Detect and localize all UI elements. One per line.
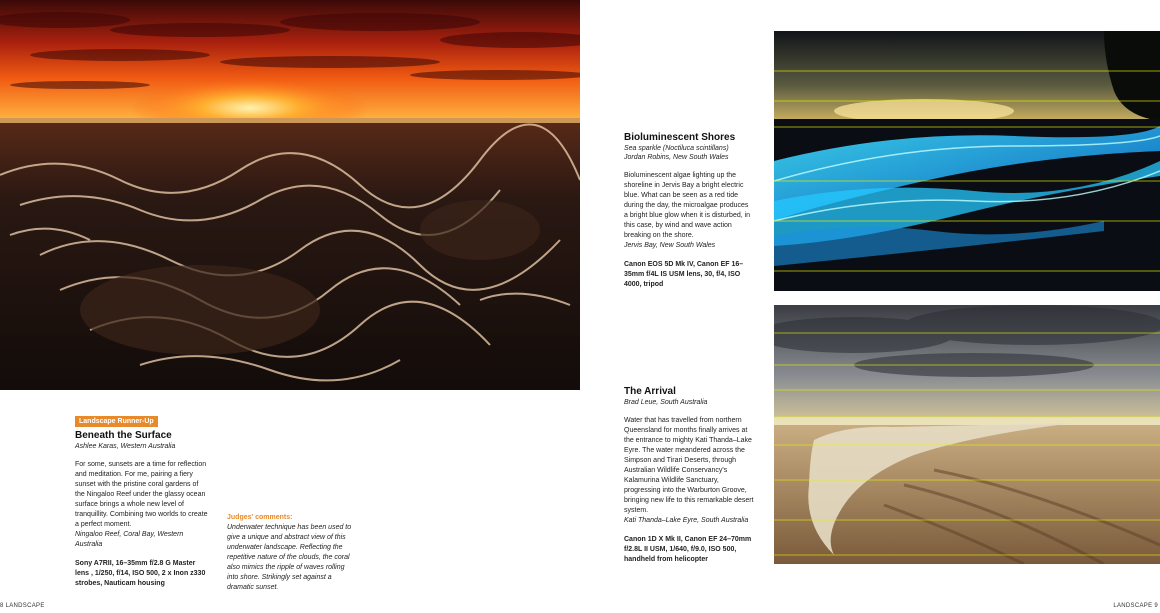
- photographer-credit: Ashlee Karas, Western Australia: [75, 443, 176, 450]
- judges-heading: Judges' comments:: [227, 514, 293, 521]
- photo-description: Bioluminescent algae lighting up the shoreline in Jervis Bay a bright electric blue. What can be seen as a red tide during the day, the microalgae produces a bright blue glow when it is disturbed, in this case, by wind and wave action breaking on the shore.: [624, 172, 751, 239]
- species-subtitle: Sea sparkle (Noctiluca scintillans): [624, 145, 729, 152]
- photographer-credit: Brad Leue, South Australia: [624, 399, 708, 406]
- photographer-credit: Jordan Robins, New South Wales: [624, 154, 729, 161]
- photo-description: Water that has travelled from northern Queensland for months finally arrives at the entrance to mighty Kati Thanda–Lake Eyre. The water meandered across the Simpson and Tirari Deserts, through Australian Wildlife Conservancy's Kalamurina Wildlife Sanctuary, progressing into the Warburton Groove, bringing new life to this remarkable desert system.: [624, 417, 754, 514]
- photo-the-arrival: [774, 305, 1160, 564]
- photo-location: Jervis Bay, New South Wales: [624, 242, 716, 249]
- photo-title: Beneath the Surface: [75, 430, 172, 441]
- photo-description: For some, sunsets are a time for reflection and meditation. For me, pairing a fiery sunset with the pristine coral gardens of the Ningaloo Reef under the glassy ocean surface brings a whole new level of tranquillity. Combining two worlds to create a perfect moment.: [75, 461, 208, 528]
- caption-bioluminescent-shores: [624, 132, 754, 290]
- camera-gear: Canon 1D X Mk II, Canon EF 24–70mm f/2.8L II USM, 1/640, f/9.0, ISO 500, handheld from helicopter: [624, 536, 752, 563]
- camera-gear: Sony A7RII, 16–35mm f/2.8 G Master lens , 1/250, f/14, ISO 500, 2 x Inon z330 strobes, Nauticam housing: [75, 560, 206, 587]
- footer-left: 8 LANDSCAPE: [0, 603, 45, 609]
- photo-bioluminescent-shores: [774, 31, 1160, 291]
- caption-beneath-the-surface: [75, 416, 210, 589]
- photo-location: Ningaloo Reef, Coral Bay, Western Australia: [75, 531, 184, 548]
- judges-comments: [227, 513, 352, 593]
- photo-title: The Arrival: [624, 386, 676, 397]
- photo-location: Kati Thanda–Lake Eyre, South Australia: [624, 517, 749, 524]
- camera-gear: Canon EOS 5D Mk IV, Canon EF 16–35mm f/4L IS USM lens, 30, f/4, ISO 4000, tripod: [624, 261, 744, 288]
- photo-beneath-the-surface: [0, 0, 580, 390]
- judges-body: Underwater technique has been used to give a unique and abstract view of this underwater landscape. Reflecting the repetitive nature of the clouds, the coral also mimics the ripple of waves rolling into shore. Strikingly set against a dramatic sunset.: [227, 524, 352, 591]
- photo-title: Bioluminescent Shores: [624, 132, 736, 143]
- footer-right: LANDSCAPE 9: [1113, 603, 1158, 609]
- caption-the-arrival: [624, 386, 754, 565]
- runner-up-badge: Landscape Runner-Up: [75, 416, 158, 427]
